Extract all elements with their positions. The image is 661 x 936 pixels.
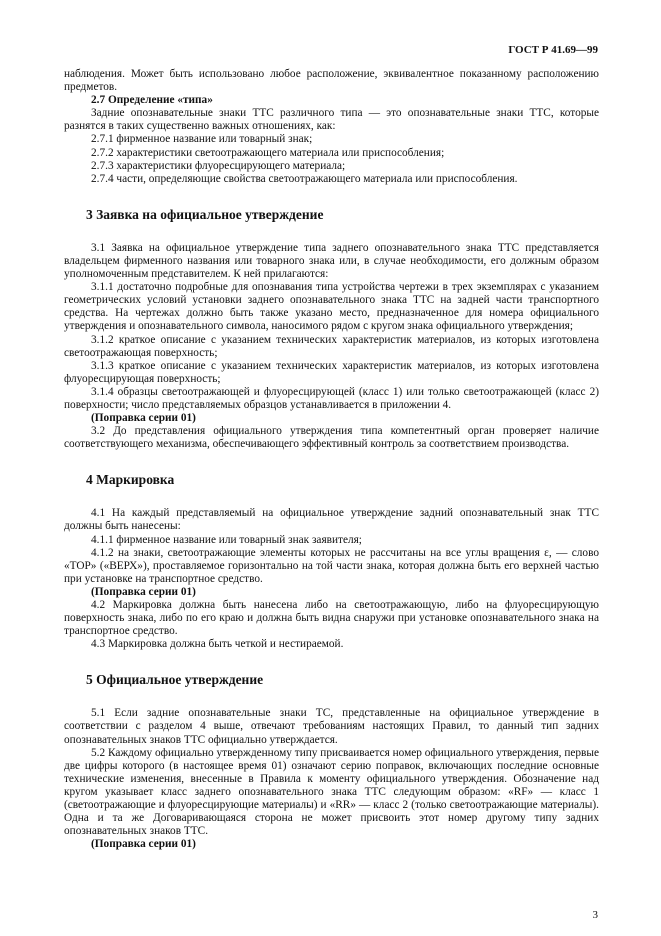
section-heading: 5 Официальное утверждение	[86, 672, 264, 688]
section-heading: 4 Маркировка	[86, 472, 175, 488]
paragraph: 3.1.4 образцы светоотражающей и флуоресцирующей (класс 1) или только светоотражающей (класс 2) поверхности; число представляемых образцов устанавливается в приложении 4.	[64, 385, 599, 411]
amendment-note: (Поправка серии 01)	[91, 838, 196, 851]
paragraph: 3.1 Заявка на официальное утверждение типа заднего опознавательного знака ТТС представляется владельцем фирменного названия или товарного знака или, в случае необходимости, его должным образом уполномоченным представителем. К ней прилагаются:	[64, 241, 599, 281]
paragraph: 4.3 Маркировка должна быть четкой и нестираемой.	[91, 638, 344, 651]
paragraph: Задние опознавательные знаки ТТС различного типа — это опознавательные знаки ТТС, которые разнятся в таких существенно важных отношениях, как:	[64, 107, 599, 133]
paragraph: 3.1.3 краткое описание с указанием технических характеристик материалов, из которых изготовлена флуоресцирующая поверхность;	[64, 359, 599, 385]
list-item: 2.7.1 фирменное название или товарный знак;	[91, 133, 313, 146]
paragraph: 3.2 До представления официального утверждения типа компетентный орган проверяет наличие соответствующего механизма, обеспечивающего эффективный контроль за соответствием производства.	[64, 425, 599, 451]
paragraph: наблюдения. Может быть использовано любое расположение, эквивалентное показанному расположению предметов.	[64, 68, 599, 94]
list-item: 2.7.4 части, определяющие свойства светоотражающего материала или приспособления.	[91, 172, 518, 185]
paragraph: 3.1.2 краткое описание с указанием технических характеристик материалов, из которых изготовлена светоотражающая поверхность;	[64, 333, 599, 359]
paragraph: 4.2 Маркировка должна быть нанесена либо на светоотражающую, либо на флуоресцирующую поверхность знака, либо по его краю и должна быть видна снаружи при установке опознавательного знака на транспортное средство.	[64, 599, 599, 638]
amendment-note: (Поправка серии 01)	[91, 412, 196, 425]
paragraph: 5.1 Если задние опознавательные знаки ТС, представленные на официальное утверждение в соответствии с разделом 4 выше, отвечают требованиям настоящих Правил, то данный тип задних опознавательных знаков ТТС официально утверждается.	[64, 707, 599, 746]
list-item: 2.7.3 характеристики флуоресцирующего материала;	[91, 159, 346, 172]
page-number: 3	[592, 909, 598, 921]
section-heading: 3 Заявка на официальное утверждение	[86, 206, 324, 222]
list-item: 2.7.2 характеристики светоотражающего материала или приспособления;	[91, 146, 445, 159]
paragraph: 3.1.1 достаточно подробные для опознавания типа устройства чертежи в трех экземплярах с указанием геометрических условий установки заднего опознавательного знака ТТС на задней части транспортного средства. На чертежах должно быть также указано место, предназначенное для номера официального утверждения и опознавательного символа, наносимого рядом с кругом знака официального утверждения;	[64, 281, 599, 333]
paragraph: 4.1.1 фирменное название или товарный знак заявителя;	[91, 533, 362, 546]
subsection-title: 2.7 Определение «типа»	[91, 94, 213, 107]
paragraph: 4.1.2 на знаки, светоотражающие элементы которых не рассчитаны на все углы вращения ε, — слово «TOP» («ВЕРХ»), проставляемое горизонтально на той части знака, которая должна быть его верхней частью при установке на транспортное средство.	[64, 546, 599, 585]
paragraph: 5.2 Каждому официально утвержденному типу присваивается номер официального утверждения, первые две цифры которого (в настоящее время 01) означают серию поправок, включающих последние основные технические изменения, внесенные в Правила к моменту официального утверждения. Обозначение над кругом указывает класс заднего опознавательного знака ТТС следующим образом: «RF» — класс 1 (светоотражающие и флуоресцирующие материалы) и «RR» — класс 2 (только светоотражающие материалы). Одна и та же Договаривающаяся сторона не может присвоить этот номер другому типу задних опознавательных знаков ТТС.	[64, 746, 599, 838]
amendment-note: (Поправка серии 01)	[91, 585, 196, 598]
standard-code-header: ГОСТ Р 41.69—99	[508, 44, 598, 56]
page-content	[64, 68, 599, 851]
paragraph: 4.1 На каждый представляемый на официальное утверждение задний опознавательный знак ТТС должны быть нанесены:	[64, 507, 599, 533]
